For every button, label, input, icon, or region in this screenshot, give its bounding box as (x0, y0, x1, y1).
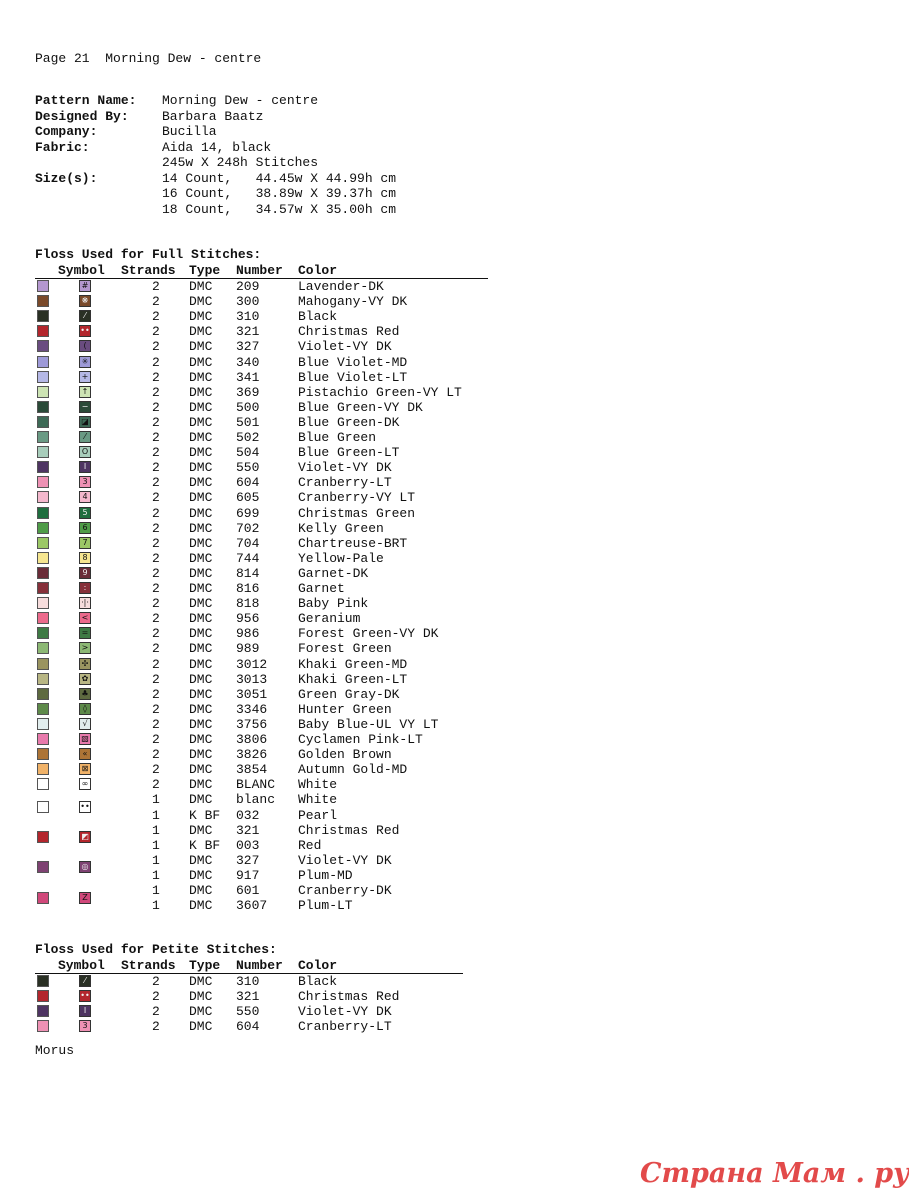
floss-number: 327 (236, 339, 260, 355)
floss-type: DMC (189, 460, 213, 476)
floss-color-name: Kelly Green (298, 520, 384, 536)
info-value: Aida 14, black (162, 139, 272, 155)
floss-number: 604 (236, 475, 260, 491)
strands-value: 2 (152, 324, 160, 340)
strands-value: 2 (152, 611, 160, 627)
floss-color-name: Violet-VY DK (298, 339, 392, 355)
symbol-icon: I (79, 461, 91, 473)
strands-value: 2 (152, 565, 160, 581)
floss-number: 814 (236, 565, 260, 581)
color-swatch (37, 1005, 49, 1017)
floss-number: 3854 (236, 762, 268, 778)
symbol-icon: 6 (79, 522, 91, 534)
strands-value: 2 (152, 626, 160, 642)
color-swatch (37, 522, 49, 534)
color-swatch (37, 386, 49, 398)
floss-type: DMC (189, 596, 213, 612)
symbol-icon: Z (79, 892, 91, 904)
floss-color-name: Mahogany-VY DK (298, 294, 408, 310)
color-swatch (37, 975, 49, 987)
floss-type: DMC (189, 354, 213, 370)
floss-number: 699 (236, 505, 260, 521)
floss-color-name: Violet-VY DK (298, 460, 392, 476)
floss-color-name: Green Gray-DK (298, 686, 400, 702)
floss-number: 601 (236, 883, 260, 898)
strands-value: 2 (152, 505, 160, 521)
strands-value: 2 (152, 656, 160, 672)
symbol-icon: I (79, 1005, 91, 1017)
strands-value: 2 (152, 1004, 160, 1020)
symbol-icon: ⁄ (79, 975, 91, 987)
floss-type: DMC (189, 1004, 213, 1020)
floss-number: 340 (236, 354, 260, 370)
floss-number: 604 (236, 1019, 260, 1035)
color-swatch (37, 371, 49, 383)
symbol-icon: 9 (79, 567, 91, 579)
floss-color-name: Forest Green (298, 641, 392, 657)
floss-type: DMC (189, 641, 213, 657)
floss-type: DMC (189, 414, 213, 430)
color-swatch (37, 733, 49, 745)
info-label: Company: (35, 124, 98, 139)
color-swatch (37, 688, 49, 700)
floss-number: 3826 (236, 747, 268, 763)
symbol-icon: = (79, 627, 91, 639)
strands-value: 1 (152, 852, 160, 868)
floss-color-name: Hunter Green (298, 701, 392, 717)
symbol-icon: ( (79, 340, 91, 352)
floss-type: DMC (189, 732, 213, 747)
color-swatch (37, 597, 49, 609)
floss-type: DMC (189, 716, 213, 732)
floss-color-name: Pistachio Green-VY LT (298, 384, 462, 400)
page-title: Page 21 Morning Dew - centre (35, 51, 262, 66)
floss-number: 502 (236, 430, 260, 445)
floss-type: DMC (189, 490, 213, 506)
color-swatch (37, 401, 49, 413)
strands-value: 2 (152, 777, 160, 793)
symbol-icon: ✳ (79, 356, 91, 368)
floss-color-name: Plum-LT (298, 898, 353, 914)
column-header-type: Type (189, 263, 221, 278)
floss-type: DMC (189, 626, 213, 642)
color-swatch (37, 658, 49, 670)
strands-value: 2 (152, 460, 160, 476)
symbol-icon: : (79, 582, 91, 594)
strands-value: 2 (152, 641, 160, 657)
floss-number: 504 (236, 445, 260, 461)
symbol-icon: ↑ (79, 386, 91, 398)
floss-color-name: Garnet-DK (298, 565, 369, 581)
floss-color-name: Lavender-DK (298, 279, 384, 294)
floss-number: 3346 (236, 701, 268, 717)
floss-number: 032 (236, 807, 260, 823)
info-value: Barbara Baatz (162, 108, 264, 124)
floss-number: 209 (236, 279, 260, 294)
floss-type: DMC (189, 279, 213, 294)
color-swatch (37, 461, 49, 473)
symbol-icon: ⊠ (79, 763, 91, 775)
symbol-icon: ♣ (79, 688, 91, 700)
column-header-number: Number (236, 958, 283, 973)
floss-type: DMC (189, 792, 213, 808)
strands-value: 1 (152, 898, 160, 914)
symbol-icon: •• (80, 991, 90, 1001)
floss-type: DMC (189, 399, 213, 415)
strands-value: 2 (152, 732, 160, 747)
symbol-icon: •• (80, 326, 90, 336)
symbol-icon: ·|· (79, 597, 91, 609)
info-value: 245w X 248h Stitches (162, 155, 319, 170)
floss-number: 003 (236, 837, 260, 853)
floss-color-name: Cranberry-DK (298, 883, 392, 898)
strands-value: 2 (152, 596, 160, 612)
color-swatch (37, 748, 49, 760)
strands-value: 2 (152, 279, 160, 294)
strands-value: 2 (152, 399, 160, 415)
color-swatch (37, 446, 49, 458)
floss-type: DMC (189, 309, 213, 325)
floss-number: 3013 (236, 671, 268, 687)
info-value: 14 Count, 44.45w X 44.99h cm (162, 170, 397, 186)
color-swatch (37, 801, 49, 813)
floss-type: DMC (189, 852, 213, 868)
floss-color-name: Christmas Red (298, 822, 400, 838)
color-swatch (37, 582, 49, 594)
column-header-type: Type (189, 958, 221, 973)
color-swatch (37, 552, 49, 564)
floss-color-name: Black (298, 309, 338, 325)
floss-number: 310 (236, 974, 260, 989)
column-header-number: Number (236, 263, 283, 278)
floss-color-name: Baby Blue-UL VY LT (298, 716, 439, 732)
floss-type: DMC (189, 974, 213, 989)
strands-value: 2 (152, 369, 160, 385)
floss-color-name: Blue Green-DK (298, 414, 400, 430)
symbol-icon: 3 (79, 1020, 91, 1032)
symbol-icon: ▧ (79, 733, 91, 745)
symbol-icon: O (79, 446, 91, 458)
header-rule (35, 278, 488, 279)
info-value: 16 Count, 38.89w X 39.37h cm (162, 186, 397, 201)
column-header-strands: Strands (121, 263, 176, 278)
strands-value: 2 (152, 716, 160, 732)
floss-number: 310 (236, 309, 260, 325)
color-swatch (37, 642, 49, 654)
strands-value: 2 (152, 384, 160, 400)
floss-type: DMC (189, 520, 213, 536)
strands-value: 2 (152, 1019, 160, 1035)
floss-number: 369 (236, 384, 260, 400)
symbol-icon: ∞ (79, 778, 91, 790)
floss-number: BLANC (236, 777, 276, 793)
floss-type: DMC (189, 747, 213, 763)
symbol-icon: √ (79, 718, 91, 730)
color-swatch (37, 718, 49, 730)
color-swatch (37, 1020, 49, 1032)
floss-color-name: Pearl (298, 807, 338, 823)
floss-type: DMC (189, 989, 213, 1005)
color-swatch (37, 476, 49, 488)
column-header-strands: Strands (121, 958, 176, 973)
floss-type: DMC (189, 762, 213, 778)
floss-color-name: Cyclamen Pink-LT (298, 732, 423, 747)
floss-type: DMC (189, 581, 213, 596)
strands-value: 2 (152, 414, 160, 430)
color-swatch (37, 612, 49, 624)
floss-color-name: Cranberry-VY LT (298, 490, 416, 506)
color-swatch (37, 431, 49, 443)
floss-color-name: Christmas Red (298, 324, 400, 340)
floss-number: 550 (236, 1004, 260, 1020)
color-swatch (37, 778, 49, 790)
floss-color-name: Blue Green-LT (298, 445, 400, 461)
floss-type: DMC (189, 611, 213, 627)
floss-color-name: Garnet (298, 581, 345, 596)
color-swatch (37, 491, 49, 503)
floss-type: DMC (189, 339, 213, 355)
color-swatch (37, 295, 49, 307)
section-title: Floss Used for Petite Stitches: (35, 942, 277, 957)
floss-type: DMC (189, 777, 213, 793)
floss-color-name: Autumn Gold-MD (298, 762, 408, 778)
strands-value: 1 (152, 792, 160, 808)
color-swatch (37, 990, 49, 1002)
strands-value: 1 (152, 867, 160, 883)
floss-color-name: Forest Green-VY DK (298, 626, 439, 642)
strands-value: 2 (152, 339, 160, 355)
floss-type: DMC (189, 1019, 213, 1035)
footer-note: Morus (35, 1043, 75, 1058)
color-swatch (37, 356, 49, 368)
floss-number: 818 (236, 596, 260, 612)
floss-type: K BF (189, 837, 221, 853)
strands-value: 2 (152, 535, 160, 551)
floss-type: DMC (189, 701, 213, 717)
floss-color-name: Baby Pink (298, 596, 369, 612)
symbol-icon: > (79, 642, 91, 654)
floss-type: DMC (189, 505, 213, 521)
symbol-icon: + (79, 371, 91, 383)
strands-value: 2 (152, 989, 160, 1005)
floss-type: DMC (189, 445, 213, 461)
strands-value: 2 (152, 354, 160, 370)
floss-color-name: Khaki Green-LT (298, 671, 408, 687)
strands-value: 2 (152, 309, 160, 325)
color-swatch (37, 892, 49, 904)
strands-value: 2 (152, 294, 160, 310)
floss-type: DMC (189, 475, 213, 491)
floss-color-name: Blue Green-VY DK (298, 399, 423, 415)
floss-color-name: Golden Brown (298, 747, 392, 763)
floss-number: 744 (236, 550, 260, 566)
floss-number: 341 (236, 369, 260, 385)
floss-type: DMC (189, 822, 213, 838)
floss-color-name: Violet-VY DK (298, 852, 392, 868)
strands-value: 2 (152, 445, 160, 461)
symbol-icon: ◊ (79, 703, 91, 715)
floss-color-name: Blue Violet-MD (298, 354, 408, 370)
strands-value: 2 (152, 671, 160, 687)
floss-type: DMC (189, 384, 213, 400)
floss-number: 702 (236, 520, 260, 536)
strands-value: 1 (152, 883, 160, 898)
symbol-icon: 4 (79, 491, 91, 503)
floss-color-name: Geranium (298, 611, 361, 627)
strands-value: 2 (152, 475, 160, 491)
floss-type: DMC (189, 867, 213, 883)
floss-number: 986 (236, 626, 260, 642)
strands-value: 2 (152, 430, 160, 445)
color-swatch (37, 763, 49, 775)
strands-value: 2 (152, 581, 160, 596)
floss-number: 327 (236, 852, 260, 868)
floss-color-name: Christmas Red (298, 989, 400, 1005)
floss-color-name: Chartreuse-BRT (298, 535, 408, 551)
symbol-icon: •• (80, 802, 90, 811)
symbol-icon: # (79, 280, 91, 292)
floss-number: 321 (236, 324, 260, 340)
symbol-icon: ◩ (79, 831, 91, 843)
floss-color-name: Black (298, 974, 338, 989)
strands-value: 1 (152, 807, 160, 823)
floss-color-name: Blue Green (298, 430, 377, 445)
floss-color-name: Plum-MD (298, 867, 353, 883)
floss-type: DMC (189, 898, 213, 914)
floss-number: 816 (236, 581, 260, 596)
floss-number: 321 (236, 989, 260, 1005)
symbol-icon: 5 (79, 507, 91, 519)
floss-number: 989 (236, 641, 260, 657)
strands-value: 2 (152, 701, 160, 717)
color-swatch (37, 280, 49, 292)
strands-value: 2 (152, 520, 160, 536)
floss-number: 3607 (236, 898, 268, 914)
floss-color-name: Khaki Green-MD (298, 656, 408, 672)
symbol-icon: ✣ (79, 658, 91, 670)
floss-number: 300 (236, 294, 260, 310)
floss-type: DMC (189, 686, 213, 702)
floss-number: 917 (236, 867, 260, 883)
strands-value: 1 (152, 822, 160, 838)
symbol-icon: ◪ (79, 416, 91, 428)
color-swatch (37, 537, 49, 549)
floss-type: DMC (189, 565, 213, 581)
strands-value: 2 (152, 974, 160, 989)
floss-number: 956 (236, 611, 260, 627)
floss-number: blanc (236, 792, 276, 808)
floss-number: 500 (236, 399, 260, 415)
floss-number: 3012 (236, 656, 268, 672)
floss-type: DMC (189, 656, 213, 672)
column-header-color: Color (298, 958, 338, 973)
symbol-icon: < (79, 612, 91, 624)
floss-type: DMC (189, 369, 213, 385)
strands-value: 2 (152, 747, 160, 763)
symbol-icon: 7 (79, 537, 91, 549)
floss-number: 3756 (236, 716, 268, 732)
floss-color-name: Blue Violet-LT (298, 369, 408, 385)
floss-color-name: White (298, 792, 338, 808)
floss-color-name: Yellow-Pale (298, 550, 384, 566)
symbol-icon: « (79, 748, 91, 760)
floss-type: DMC (189, 430, 213, 445)
info-value: 18 Count, 34.57w X 35.00h cm (162, 201, 397, 217)
color-swatch (37, 673, 49, 685)
floss-number: 3806 (236, 732, 268, 747)
floss-type: DMC (189, 294, 213, 310)
info-label: Fabric: (35, 139, 90, 155)
floss-number: 3051 (236, 686, 268, 702)
watermark-logo: Страна Мам . ру (640, 1158, 909, 1189)
info-label: Pattern Name: (35, 93, 137, 108)
floss-color-name: Violet-VY DK (298, 1004, 392, 1020)
column-header-symbol: Symbol (58, 958, 105, 973)
color-swatch (37, 340, 49, 352)
section-title: Floss Used for Full Stitches: (35, 247, 262, 262)
floss-type: DMC (189, 883, 213, 898)
strands-value: 2 (152, 490, 160, 506)
color-swatch (37, 861, 49, 873)
color-swatch (37, 703, 49, 715)
symbol-icon: ⁄ (79, 431, 91, 443)
symbol-icon: ✿ (79, 673, 91, 685)
floss-color-name: Cranberry-LT (298, 475, 392, 491)
symbol-icon: 3 (79, 476, 91, 488)
color-swatch (37, 416, 49, 428)
strands-value: 2 (152, 762, 160, 778)
symbol-icon: − (79, 401, 91, 413)
color-swatch (37, 325, 49, 337)
symbol-icon: ❋ (79, 295, 91, 307)
floss-number: 605 (236, 490, 260, 506)
strands-value: 2 (152, 550, 160, 566)
strands-value: 2 (152, 686, 160, 702)
floss-color-name: Christmas Green (298, 505, 416, 521)
symbol-icon: ◎ (79, 861, 91, 873)
column-header-symbol: Symbol (58, 263, 105, 278)
floss-color-name: Cranberry-LT (298, 1019, 392, 1035)
color-swatch (37, 507, 49, 519)
symbol-icon: 8 (79, 552, 91, 564)
color-swatch (37, 831, 49, 843)
info-value: Bucilla (162, 124, 217, 139)
floss-type: DMC (189, 671, 213, 687)
strands-value: 1 (152, 837, 160, 853)
color-swatch (37, 567, 49, 579)
color-swatch (37, 310, 49, 322)
floss-number: 321 (236, 822, 260, 838)
column-header-color: Color (298, 263, 338, 278)
info-label: Size(s): (35, 170, 98, 186)
info-value: Morning Dew - centre (162, 93, 319, 108)
floss-type: K BF (189, 807, 221, 823)
floss-number: 704 (236, 535, 260, 551)
floss-type: DMC (189, 324, 213, 340)
symbol-icon: ⁄ (79, 310, 91, 322)
info-label: Designed By: (35, 108, 129, 124)
floss-number: 501 (236, 414, 260, 430)
floss-type: DMC (189, 535, 213, 551)
floss-color-name: Red (298, 837, 322, 853)
color-swatch (37, 627, 49, 639)
floss-type: DMC (189, 550, 213, 566)
floss-number: 550 (236, 460, 260, 476)
floss-color-name: White (298, 777, 338, 793)
